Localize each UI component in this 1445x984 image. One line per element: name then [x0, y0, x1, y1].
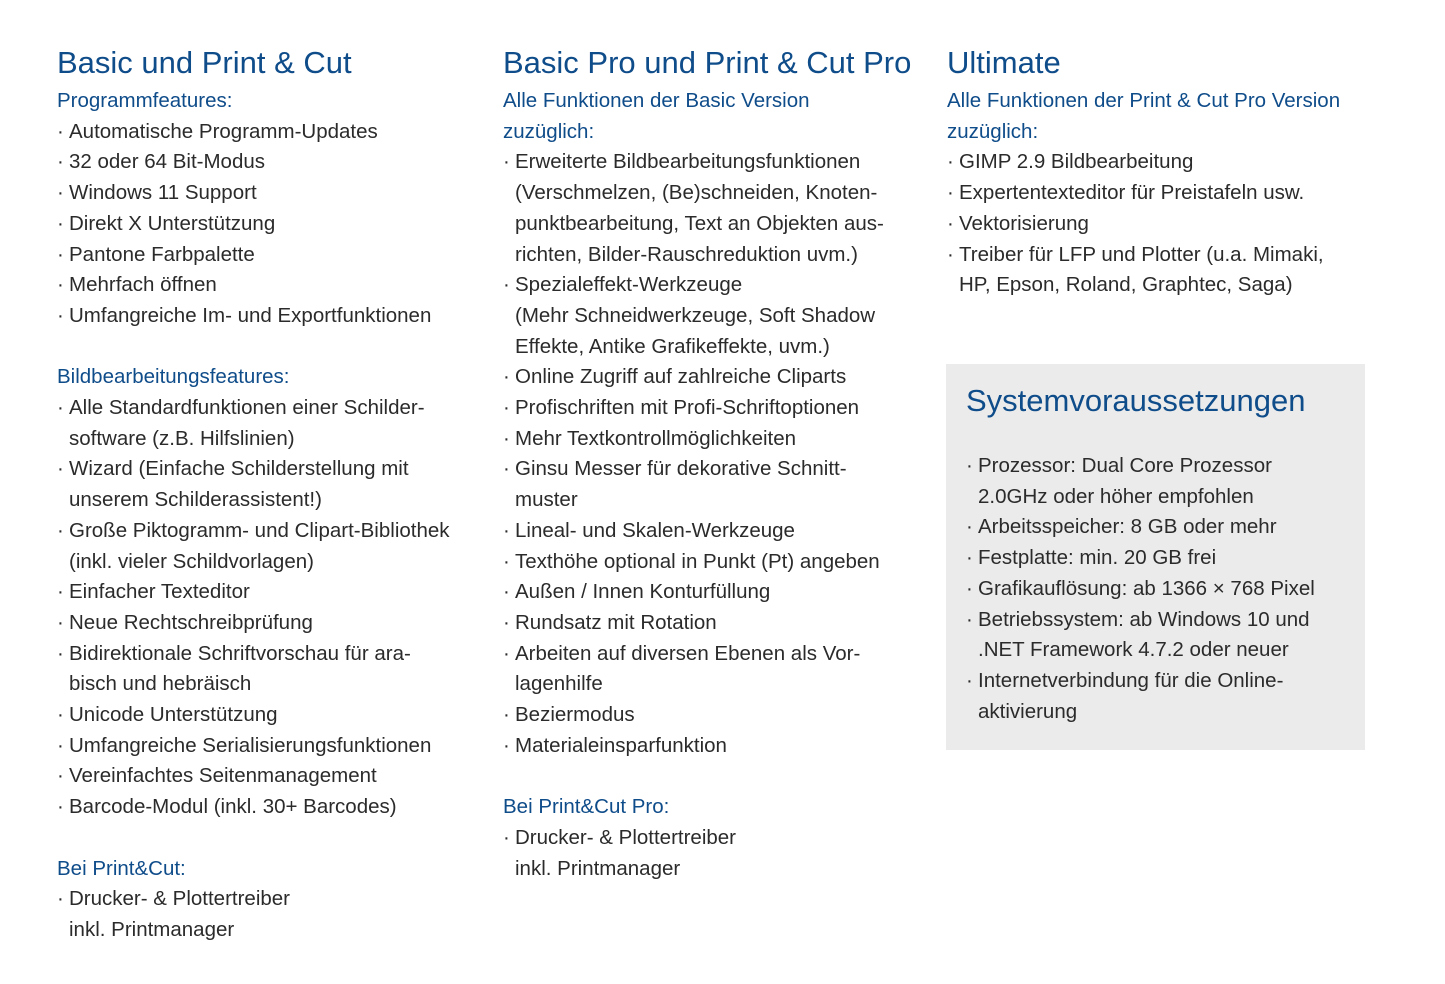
list-item: · Materialeinsparfunktion: [503, 731, 933, 762]
list-item: · Profischriften mit Profi-Schriftoptionen: [503, 393, 933, 424]
list-item: · Vereinfachtes Seitenmanagement: [57, 761, 487, 792]
section-heading-program-features: Programmfeatures:: [57, 89, 233, 112]
list-item: · Ginsu Messer für dekorative Schnitt- muster: [503, 454, 933, 515]
list-item: · Erweiterte Bildbearbeitungsfunktionen (Verschmelzen, (Be)schneiden, Knoten- punktbearbeitung, Text an Objekten aus- richten, Bilder-Rauschreduktion uvm.): [503, 147, 933, 270]
feature-list-print-cut: [57, 884, 487, 945]
list-item: · Pantone Farbpalette: [57, 240, 487, 271]
list-item: · Internetverbindung für die Online- aktivierung: [966, 666, 1356, 727]
list-item: · Arbeiten auf diversen Ebenen als Vor- lagenhilfe: [503, 639, 933, 700]
list-item: · Drucker- & Plottertreiber inkl. Printmanager: [57, 884, 487, 945]
list-item: · Online Zugriff auf zahlreiche Cliparts: [503, 362, 933, 393]
list-item: · 32 oder 64 Bit-Modus: [57, 147, 487, 178]
list-item: · Außen / Innen Konturfüllung: [503, 577, 933, 608]
list-item: · Vektorisierung: [947, 209, 1387, 240]
section-heading-image-features: Bildbearbeitungsfeatures:: [57, 365, 290, 389]
list-item: · GIMP 2.9 Bildbearbeitung: [947, 147, 1387, 178]
list-item: · Spezialeffekt-Werkzeuge (Mehr Schneidwerkzeuge, Soft Shadow Effekte, Antike Grafikeffekte, uvm.): [503, 270, 933, 362]
list-item: · Festplatte: min. 20 GB frei: [966, 543, 1356, 574]
list-item: · Umfangreiche Serialisierungsfunktionen: [57, 731, 487, 762]
column-intro: Alle Funktionen der Basic Version zuzüglich:: [503, 89, 810, 143]
list-item: · Drucker- & Plottertreiber inkl. Printmanager: [503, 823, 933, 884]
feature-list-print-cut-pro: [503, 823, 933, 884]
list-item: · Neue Rechtschreibprüfung: [57, 608, 487, 639]
column-basic: [57, 40, 487, 946]
column-title: Ultimate: [947, 45, 1061, 80]
list-item: · Mehrfach öffnen: [57, 270, 487, 301]
column-basic-pro: [503, 40, 933, 884]
list-item: · Direkt X Unterstützung: [57, 209, 487, 240]
list-item: · Einfacher Texteditor: [57, 577, 487, 608]
list-item: · Mehr Textkontrollmöglichkeiten: [503, 424, 933, 455]
system-requirements-title: Systemvoraussetzungen: [966, 383, 1306, 418]
list-item: · Texthöhe optional in Punkt (Pt) angeben: [503, 547, 933, 578]
list-item: · Lineal- und Skalen-Werkzeuge: [503, 516, 933, 547]
list-item: · Große Piktogramm- und Clipart-Bibliothek (inkl. vieler Schildvorlagen): [57, 516, 487, 577]
list-item: · Alle Standardfunktionen einer Schilder- software (z.B. Hilfslinien): [57, 393, 487, 454]
list-item: · Expertentexteditor für Preistafeln usw.: [947, 178, 1387, 209]
feature-list-ultimate: [947, 147, 1387, 301]
list-item: · Rundsatz mit Rotation: [503, 608, 933, 639]
list-item: · Treiber für LFP und Plotter (u.a. Mimaki, HP, Epson, Roland, Graphtec, Saga): [947, 240, 1387, 301]
list-item: · Automatische Programm-Updates: [57, 117, 487, 148]
list-item: · Prozessor: Dual Core Prozessor 2.0GHz oder höher empfohlen: [966, 451, 1356, 512]
feature-list-pro: [503, 147, 933, 761]
list-item: · Unicode Unterstützung: [57, 700, 487, 731]
system-requirements-list: [966, 451, 1356, 727]
list-item: · Bidirektionale Schriftvorschau für ara- bisch und hebräisch: [57, 639, 487, 700]
list-item: · Arbeitsspeicher: 8 GB oder mehr: [966, 512, 1356, 543]
list-item: · Beziermodus: [503, 700, 933, 731]
system-requirements-box: [946, 364, 1365, 750]
list-item: · Umfangreiche Im- und Exportfunktionen: [57, 301, 487, 332]
column-intro: Alle Funktionen der Print & Cut Pro Version zuzüglich:: [947, 89, 1341, 143]
column-ultimate: [947, 40, 1387, 301]
list-item: · Barcode-Modul (inkl. 30+ Barcodes): [57, 792, 487, 823]
list-item: · Betriebssystem: ab Windows 10 und .NET Framework 4.7.2 oder neuer: [966, 605, 1356, 666]
list-item: · Grafikauflösung: ab 1366 × 768 Pixel: [966, 574, 1356, 605]
section-heading-print-cut: Bei Print&Cut:: [57, 856, 186, 880]
column-title: Basic und Print & Cut: [57, 45, 352, 80]
column-title: Basic Pro und Print & Cut Pro: [503, 45, 912, 80]
list-item: · Windows 11 Support: [57, 178, 487, 209]
list-item: · Wizard (Einfache Schilderstellung mit unserem Schilderassistent!): [57, 454, 487, 515]
feature-list-image: [57, 393, 487, 823]
feature-list-program: [57, 117, 487, 332]
section-heading-print-cut-pro: Bei Print&Cut Pro:: [503, 795, 670, 819]
